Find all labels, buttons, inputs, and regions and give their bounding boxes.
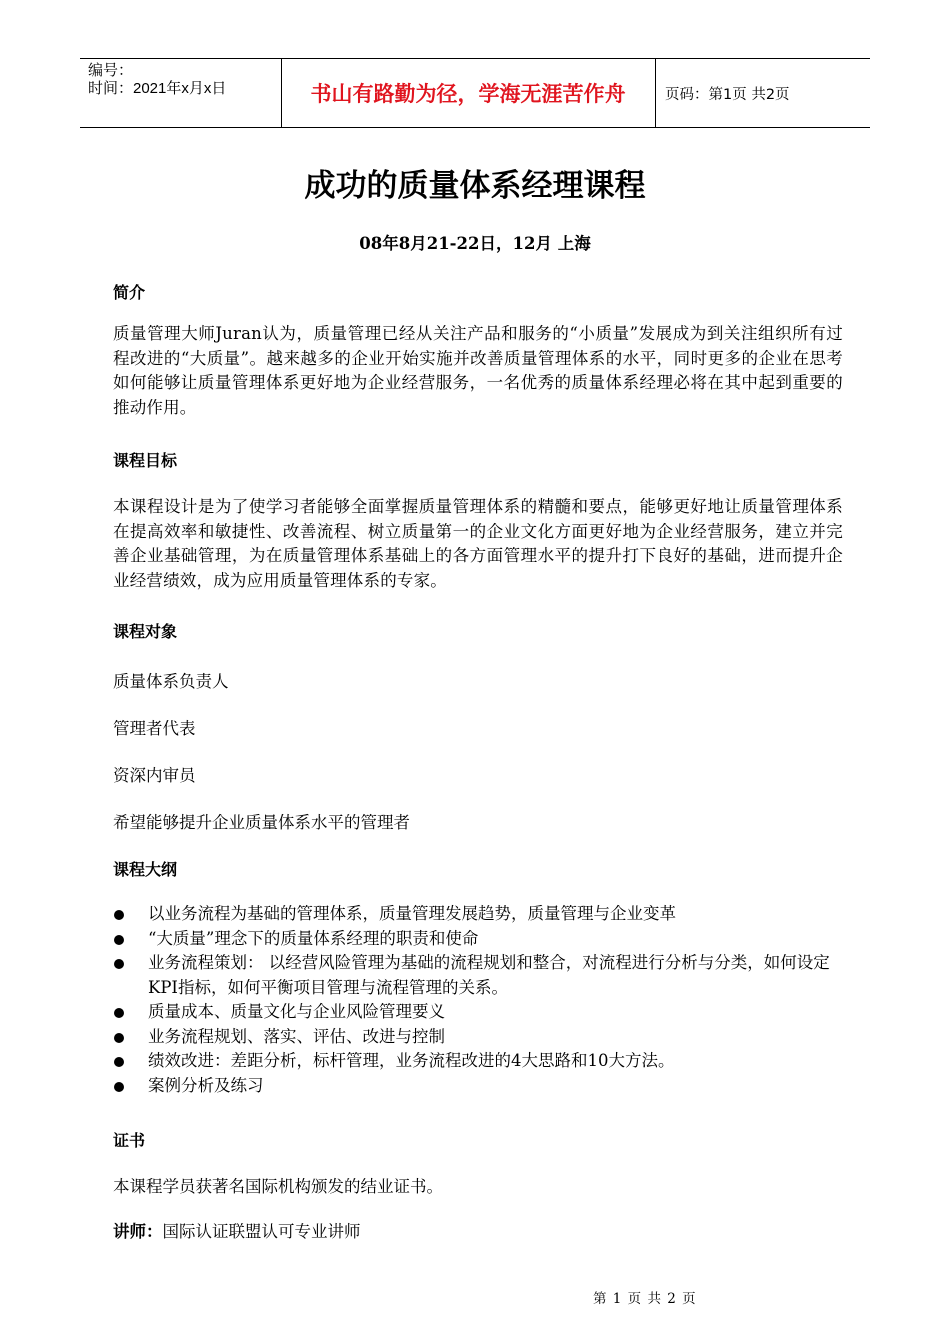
outline-item <box>113 902 843 927</box>
lecturer-line <box>113 1218 361 1242</box>
document-title: 成功的质量体系经理课程 <box>304 168 646 204</box>
bullet-icon <box>114 1033 124 1043</box>
header-page-info: 页码：第1页 共2页 <box>665 87 790 103</box>
outline-item <box>113 1074 843 1099</box>
page-header <box>80 58 870 128</box>
header-number-label: 编号： <box>88 62 134 79</box>
outline-item-text: 以业务流程为基础的管理体系，质量管理发展趋势，质量管理与企业变革 <box>148 904 676 923</box>
audience-item: 资深内审员 <box>113 766 196 785</box>
outline-item-text: 质量成本、质量文化与企业风险管理要义 <box>148 1002 445 1021</box>
outline-item-text: 案例分析及练习 <box>148 1075 264 1095</box>
audience-item: 管理者代表 <box>113 719 196 738</box>
outline-item-text: 绩效改进：差距分析，标杆管理，业务流程改进的4大思路和10大方法。 <box>148 1051 675 1070</box>
header-time-label: 时间：2021年x月x日 <box>88 80 227 97</box>
header-motto: 书山有路勤为径，学海无涯苦作舟 <box>310 82 626 106</box>
header-meta <box>88 62 284 98</box>
outline-item <box>113 927 843 952</box>
outline-list <box>113 902 843 1098</box>
outline-item <box>113 1025 843 1050</box>
lecturer-label: 讲师： <box>113 1222 163 1241</box>
bullet-icon <box>114 1008 124 1018</box>
bullet-icon <box>114 959 124 969</box>
section-heading-audience: 课程对象 <box>113 622 178 641</box>
header-divider <box>655 59 656 127</box>
outline-item-text: 业务流程策划： 以经营风险管理为基础的流程规划和整合，对流程进行分析与分类，如何设定KPI指标，如何平衡项目管理与流程管理的关系。 <box>148 953 830 997</box>
section-heading-outline: 课程大纲 <box>113 860 178 879</box>
outline-item <box>113 1000 843 1025</box>
bullet-icon <box>114 1057 124 1067</box>
bullet-icon <box>114 1082 124 1092</box>
outline-item-text: “大质量”理念下的质量体系经理的职责和使命 <box>148 928 479 948</box>
audience-item: 希望能够提升企业质量体系水平的管理者 <box>113 813 410 832</box>
intro-paragraph: 质量管理大师Juran认为，质量管理已经从关注产品和服务的“小质量”发展成为到关注组织所有过程改进的“大质量”。越来越多的企业开始实施并改善质量管理体系的水平，同时更多的企业在思考如何能够让质量管理体系更好地为企业经营服务，一名优秀的质量体系经理必将在其中起到重要的推动作用。 <box>113 324 843 417</box>
outline-item <box>113 1049 843 1074</box>
outline-item <box>113 951 843 1000</box>
section-heading-intro: 简介 <box>113 283 146 302</box>
outline-item-text: 业务流程规划、落实、评估、改进与控制 <box>148 1026 445 1046</box>
bullet-icon <box>114 910 124 920</box>
bullet-icon <box>114 935 124 945</box>
page-footer: 第 1 页 共 2 页 <box>593 1291 697 1307</box>
course-dateline: 08年8月21-22日，12月 上海 <box>359 234 591 253</box>
section-heading-certificate: 证书 <box>113 1131 146 1150</box>
certificate-text: 本课程学员获著名国际机构颁发的结业证书。 <box>113 1177 443 1196</box>
goal-paragraph: 本课程设计是为了使学习者能够全面掌握质量管理体系的精髓和要点，能够更好地让质量管理体系在提高效率和敏捷性、改善流程、树立质量第一的企业文化方面更好地为企业经营服务，建立并完善企业基础管理，为在质量管理体系基础上的各方面管理水平的提升打下良好的基础，进而提升企业经营绩效，成为应用质量管理体系的专家。 <box>113 497 843 590</box>
audience-item: 质量体系负责人 <box>113 672 229 691</box>
lecturer-value: 国际认证联盟认可专业讲师 <box>162 1222 361 1241</box>
section-heading-goal: 课程目标 <box>113 451 178 470</box>
